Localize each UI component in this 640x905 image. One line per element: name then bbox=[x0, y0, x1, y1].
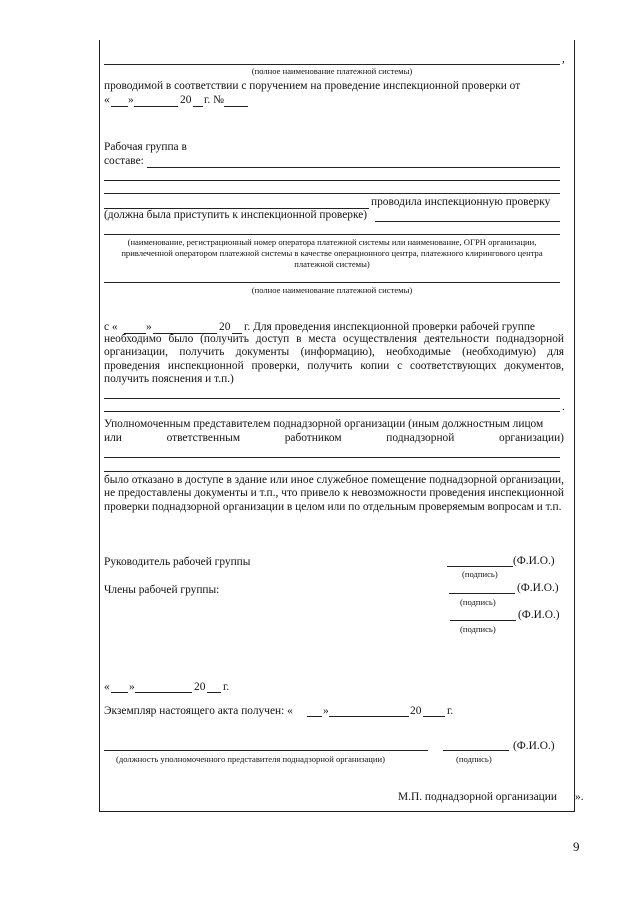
copy-received-label: Экземпляр настоящего акта получен: « bbox=[104, 705, 293, 717]
head-fio-label: (Ф.И.О.) bbox=[513, 555, 555, 567]
member-1-signature-caption: (подпись) bbox=[460, 597, 496, 607]
order-number-field bbox=[224, 106, 248, 107]
access-first-line bbox=[244, 322, 564, 333]
word-supervised: поднадзорной bbox=[386, 432, 455, 444]
conducted-inspection-text: проводила инспекционную проверку bbox=[371, 196, 551, 208]
order-year-field bbox=[193, 106, 203, 107]
act-date-close: » bbox=[129, 681, 135, 693]
act-year-suffix: г. bbox=[223, 681, 230, 693]
word-ili: или bbox=[104, 432, 122, 444]
access-first-line-text: г. Для проведения инспекционной проверки рабочей группе bbox=[244, 321, 535, 333]
conducted-line bbox=[104, 81, 564, 92]
word-employee: работником bbox=[284, 432, 342, 444]
closing-mark: ». bbox=[575, 791, 584, 803]
order-month-field bbox=[134, 106, 178, 107]
representative-text-1: Уполномоченным представителем поднадзорной организации (иным должностным лицом bbox=[104, 418, 544, 430]
payment-system-caption-2: (полное наименование платежной системы) bbox=[251, 285, 413, 295]
representative-signature-field bbox=[443, 750, 509, 751]
copy-day-field bbox=[307, 716, 322, 717]
act-month-field bbox=[135, 692, 192, 693]
access-extra-line-2 bbox=[104, 411, 560, 412]
operator-caption: (наименование, регистрационный номер оператора платежной системы или наименование, ОГРН организации, привлеченной оператором платежной системы в качестве операционного центра, платежного клирингового центра платежной системы) bbox=[121, 237, 543, 269]
copy-year-suffix: г. bbox=[447, 705, 454, 717]
copy-year-prefix: 20 bbox=[410, 705, 422, 717]
comma-mark: , bbox=[562, 53, 565, 65]
period-mark: . bbox=[562, 401, 565, 413]
page-number: 9 bbox=[573, 839, 580, 854]
head-signature-caption: (подпись) bbox=[462, 569, 498, 579]
payment-system-caption: (полное наименование платежной системы) bbox=[251, 66, 413, 76]
member-1-fio-label: (Ф.И.О.) bbox=[517, 582, 559, 594]
payment-system-line-2 bbox=[104, 282, 560, 283]
member-2-signature-field bbox=[450, 620, 516, 621]
access-date-close: » bbox=[146, 321, 152, 333]
head-label: Руководитель рабочей группы bbox=[104, 556, 251, 568]
members-label: Члены рабочей группы: bbox=[104, 584, 220, 596]
copy-year-field bbox=[423, 716, 445, 717]
composition-line-3 bbox=[104, 193, 560, 194]
representative-position-caption: (должность уполномоченного представителя поднадзорной организации) bbox=[116, 754, 385, 764]
representative-signature-caption: (подпись) bbox=[456, 754, 492, 764]
representative-line-field-2 bbox=[104, 471, 560, 472]
act-day-field bbox=[111, 692, 128, 693]
act-year-prefix: 20 bbox=[194, 681, 206, 693]
composition-line-1 bbox=[147, 167, 560, 168]
copy-date-close: » bbox=[323, 705, 329, 717]
representative-position-field bbox=[104, 750, 428, 751]
should-start-line bbox=[375, 221, 560, 222]
member-1-signature-field bbox=[449, 593, 515, 594]
access-paragraph-body: необходимо было (получить доступ в места осуществления деятельности поднадзорной организации, получить документы (информацию), необходимые (необходимую) для проведения инспекционной проверки, получить копии с соответствующих документов, получить пояснения и т.п.) bbox=[104, 333, 564, 386]
copy-month-field bbox=[329, 716, 409, 717]
stamp-text: М.П. поднадзорной организации bbox=[398, 791, 557, 803]
composition-line-2 bbox=[104, 180, 560, 181]
working-group-label: Рабочая группа в bbox=[104, 141, 187, 153]
access-extra-line-1 bbox=[104, 398, 560, 399]
payment-system-name-field bbox=[104, 64, 560, 65]
operator-name-line bbox=[104, 234, 560, 235]
head-signature-field bbox=[447, 566, 513, 567]
conducted-text: проводимой в соответствии с поручением на проведение инспекционной проверки от bbox=[104, 80, 521, 92]
order-year-prefix: 20 bbox=[180, 94, 192, 106]
representative-line-2 bbox=[104, 433, 564, 444]
word-organization: организации) bbox=[499, 432, 564, 444]
order-day-field bbox=[111, 106, 128, 107]
working-group-composition-label: составе: bbox=[104, 155, 144, 167]
word-responsible: ответственным bbox=[166, 432, 241, 444]
order-date-close: » bbox=[128, 94, 134, 106]
representative-fio-label: (Ф.И.О.) bbox=[513, 740, 555, 752]
order-date-open: « bbox=[104, 94, 110, 106]
member-2-fio-label: (Ф.И.О.) bbox=[518, 609, 560, 621]
access-year-prefix: 20 bbox=[219, 321, 231, 333]
should-start-text: (должна была приступить к инспекционной проверке) bbox=[104, 209, 368, 221]
representative-line-field-1 bbox=[104, 457, 560, 458]
representative-line-1 bbox=[104, 419, 564, 430]
access-date-open: с « bbox=[104, 321, 118, 333]
act-date-open: « bbox=[104, 681, 110, 693]
order-year-suffix: г. № bbox=[204, 94, 224, 106]
act-year-field bbox=[207, 692, 221, 693]
refusal-paragraph: было отказано в доступе в здание или иное служебное помещение поднадзорной организации, не предоставлены документы и т.п., что привело к невозможности проведения инспекционной проверки поднадзорной организации в целом или по отдельным проверяемым вопросам и т.п. bbox=[104, 474, 564, 513]
member-2-signature-caption: (подпись) bbox=[460, 624, 496, 634]
